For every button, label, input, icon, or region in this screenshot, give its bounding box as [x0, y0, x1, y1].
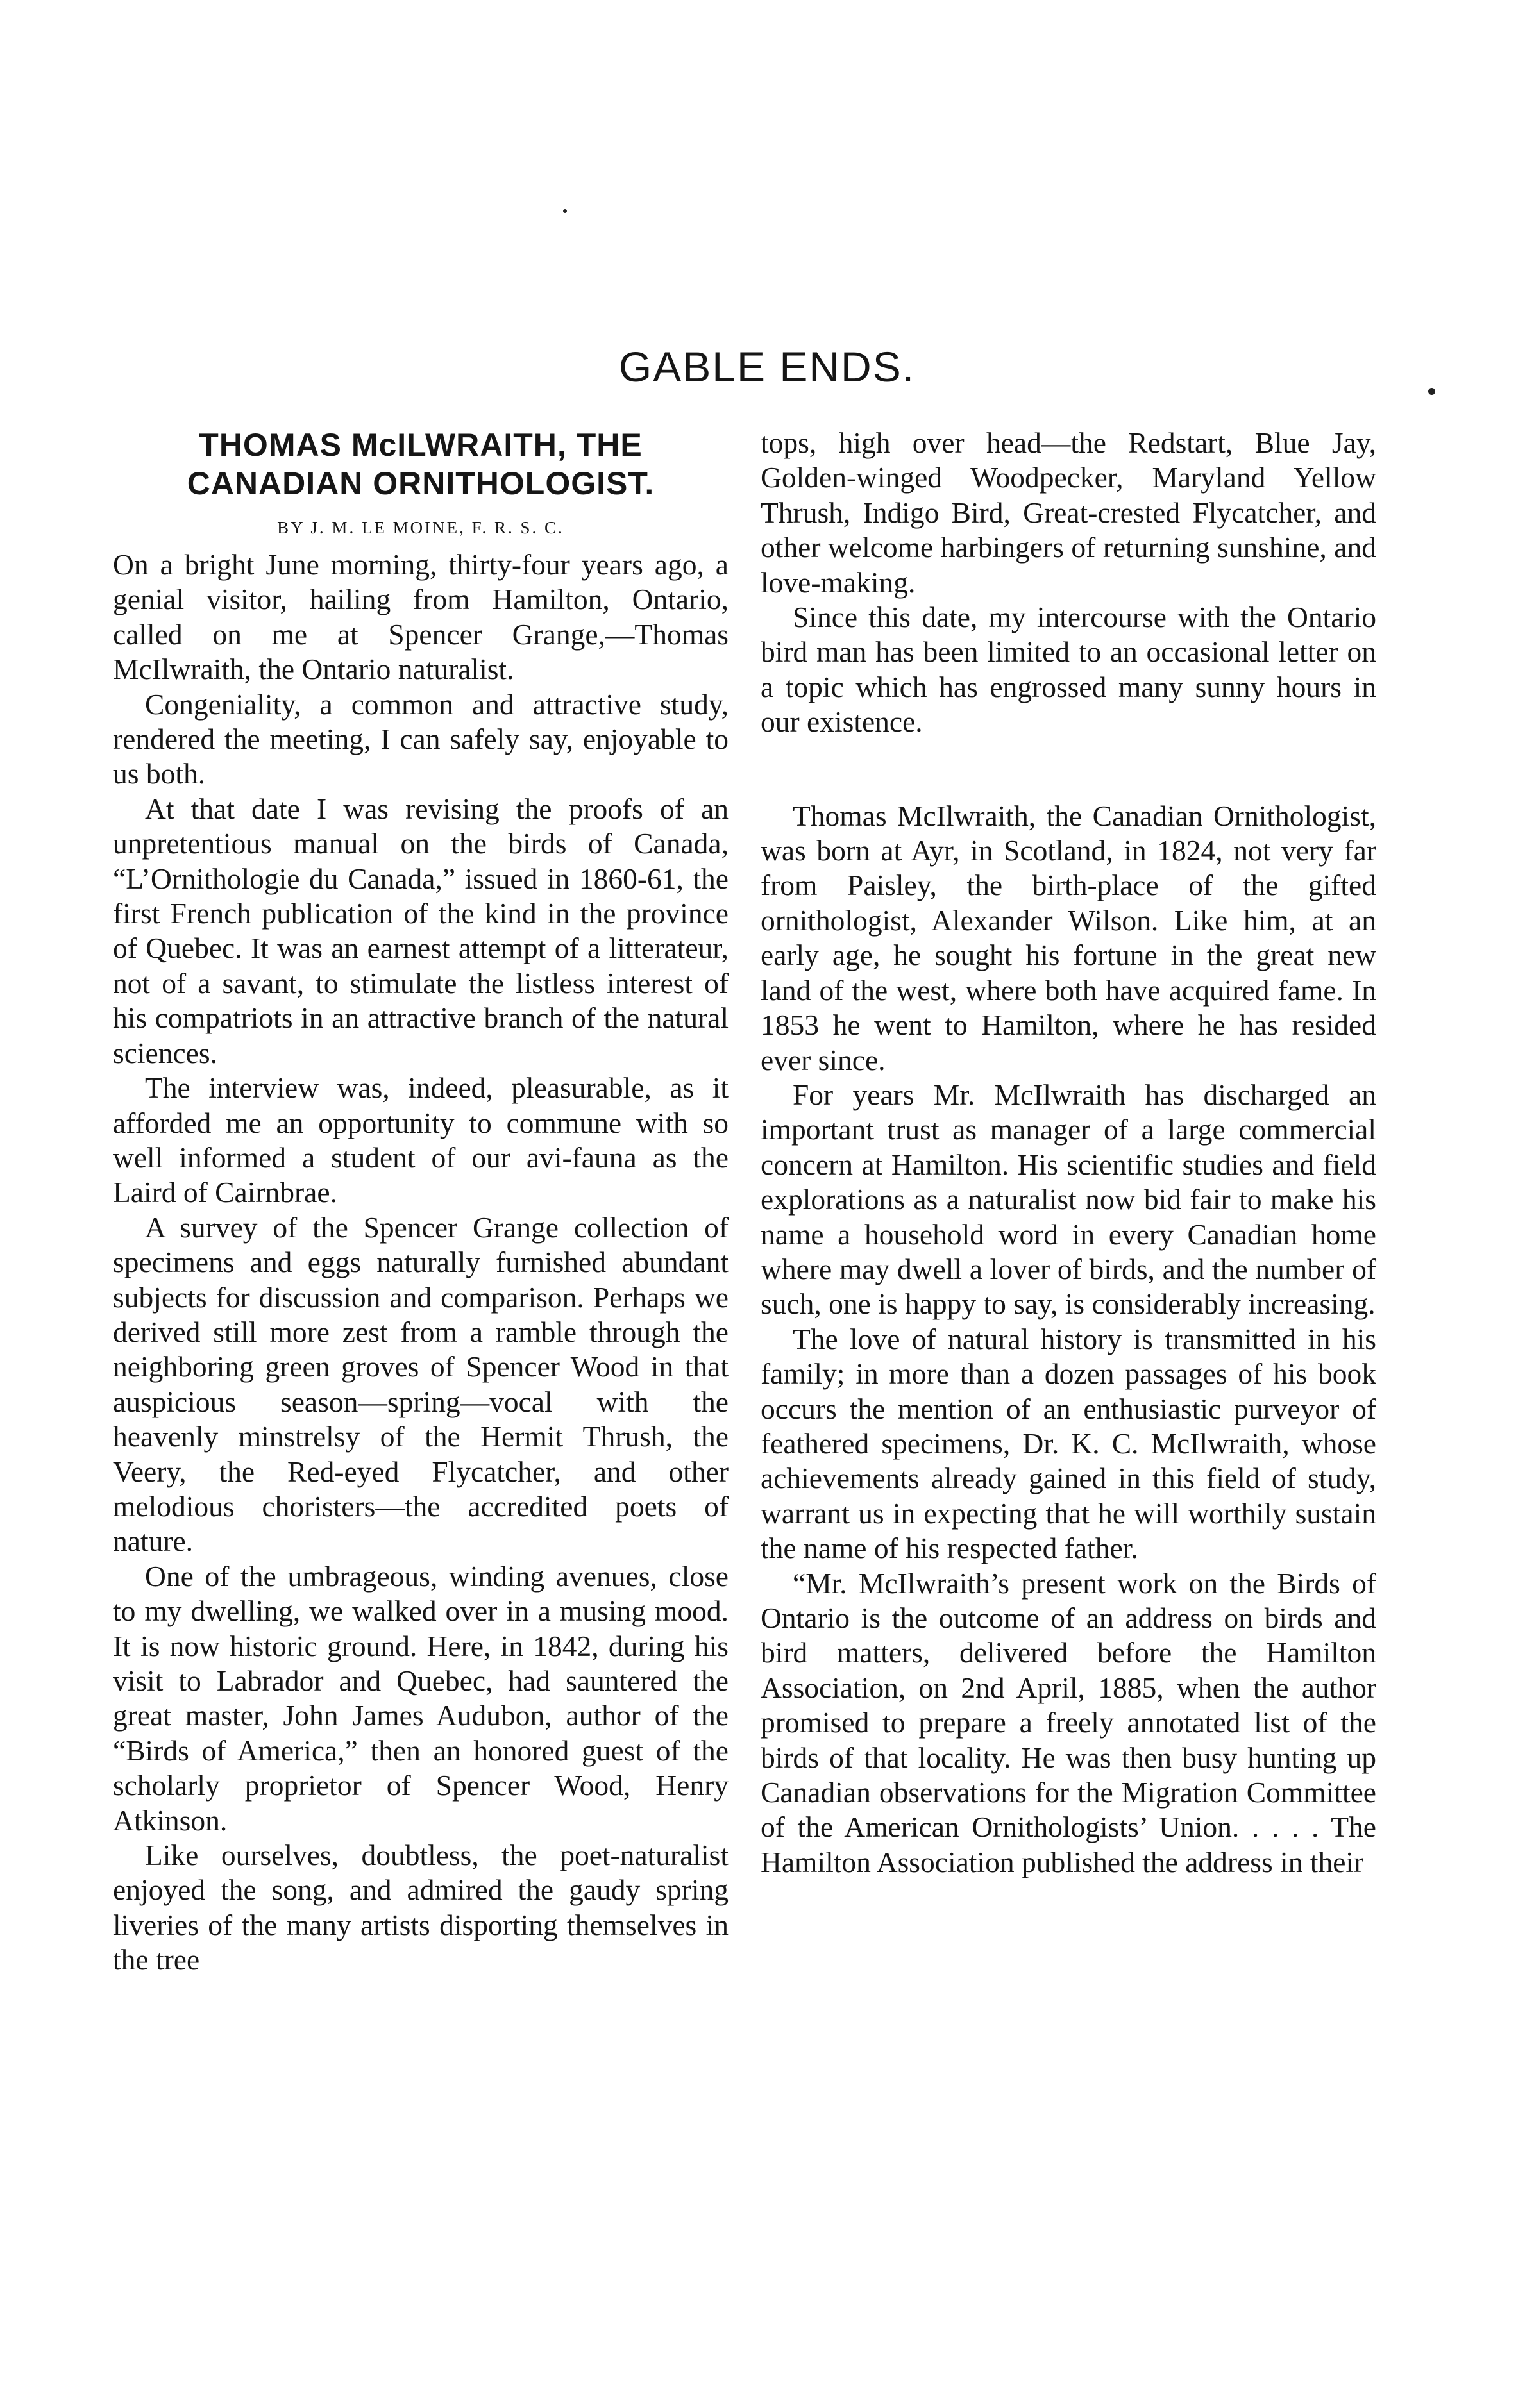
printer-mark-dot [563, 209, 567, 213]
section-title: GABLE ENDS. [618, 343, 916, 390]
article-title: THOMAS McILWRAITH, THE CANADIAN ORNITHOLOGIST. [187, 427, 655, 501]
paragraph: One of the umbrageous, winding avenues, close to my dwelling, we walked over in a musing mood. It is now historic ground. Here, in 1842, during his visit to Labrador and Quebec, had sauntered the great master, John James Audubon, author of the “Birds of America,” then an honored guest of the scholarly proprietor of Spencer Wood, Henry Atkinson. [113, 1559, 729, 1837]
article-byline: BY J. M. LE MOINE, F. R. S. C. [277, 518, 564, 537]
paragraph: The interview was, indeed, pleasurable, as it afforded me an opportunity to commune with so well informed a student of our avi-fauna as the Laird of Cairnbrae. [113, 1071, 729, 1209]
paragraph: The love of natural history is transmitted in his family; in more than a dozen passages of his book occurs the mention of an enthusiastic purveyor of feathered specimens, Dr. K. C. McIlwraith, whose achievements already gained in this field of study, warrant us in expecting that he will worthily sustain the name of his respected father. [761, 1322, 1376, 1565]
paragraph: On a bright June morning, thirty-four years ago, a genial visitor, hailing from Hamilton, Ontario, called on me at Spencer Grange,—Thomas McIlwraith, the Ontario naturalist. [113, 548, 729, 686]
paragraph: At that date I was revising the proofs of an unpretentious manual on the birds of Canada, “L’Ornithologie du Canada,” issued in 1860-61, the first French publication of the kind in the province of Quebec. It was an earnest attempt of a litterateur, not of a savant, to stimulate the listless interest of his compatriots in an attractive branch of the natural sciences. [113, 792, 729, 1069]
paragraph-continuation: tops, high over head—the Redstart, Blue Jay, Golden-winged Woodpecker, Maryland Yellow Thrush, Indigo Bird, Great-crested Flycatcher, and other welcome harbingers of returning sunshine, and love-making. [761, 426, 1376, 599]
right-column [761, 426, 1376, 1880]
paragraph: Congeniality, a common and attractive study, rendered the meeting, I can safely say, enjoyable to us both. [113, 687, 729, 790]
paragraph: “Mr. McIlwraith’s present work on the Birds of Ontario is the outcome of an address on birds and bird matters, delivered before the Hamilton Association, on 2nd April, 1885, when the author promised to prepare a freely annotated list of the birds of that locality. He was then busy hunting up Canadian observations for the Migration Committee of the American Ornithologists’ Union. . . . . The Hamilton Association published the address in their [761, 1566, 1376, 1878]
paragraph: Since this date, my intercourse with the Ontario bird man has been limited to an occasional letter on a topic which has engrossed many sunny hours in our existence. [761, 601, 1376, 739]
left-column [113, 426, 729, 1978]
paragraph: For years Mr. McIlwraith has discharged an important trust as manager of a large commercial concern at Hamilton. His scientific studies and field explorations as a naturalist now bid fair to make his name a household word in every Canadian home where may dwell a lover of birds, and the number of such, one is happy to say, is considerably increasing. [761, 1078, 1376, 1321]
paragraph: A survey of the Spencer Grange collection of specimens and eggs naturally furnished abundant subjects for discussion and comparison. Perhaps we derived still more zest from a ramble through the neighboring green groves of Spencer Wood in that auspicious season—spring—vocal with the heavenly minstrelsy of the Hermit Thrush, the Veery, the Red-eyed Flycatcher, and other melodious choristers—the accredited poets of nature. [113, 1210, 729, 1558]
paragraph: Thomas McIlwraith, the Canadian Ornithologist, was born at Ayr, in Scotland, in 1824, not very far from Paisley, the birth-place of the gifted ornithologist, Alexander Wilson. Like him, at an early age, he sought his fortune in the great new land of the west, where both have acquired fame. In 1853 he went to Hamilton, where he has resided ever since. [761, 799, 1376, 1076]
paragraph: Like ourselves, doubtless, the poet-naturalist enjoyed the song, and admired the gaudy spring liveries of the many artists disporting themselves in the tree [113, 1839, 729, 1977]
